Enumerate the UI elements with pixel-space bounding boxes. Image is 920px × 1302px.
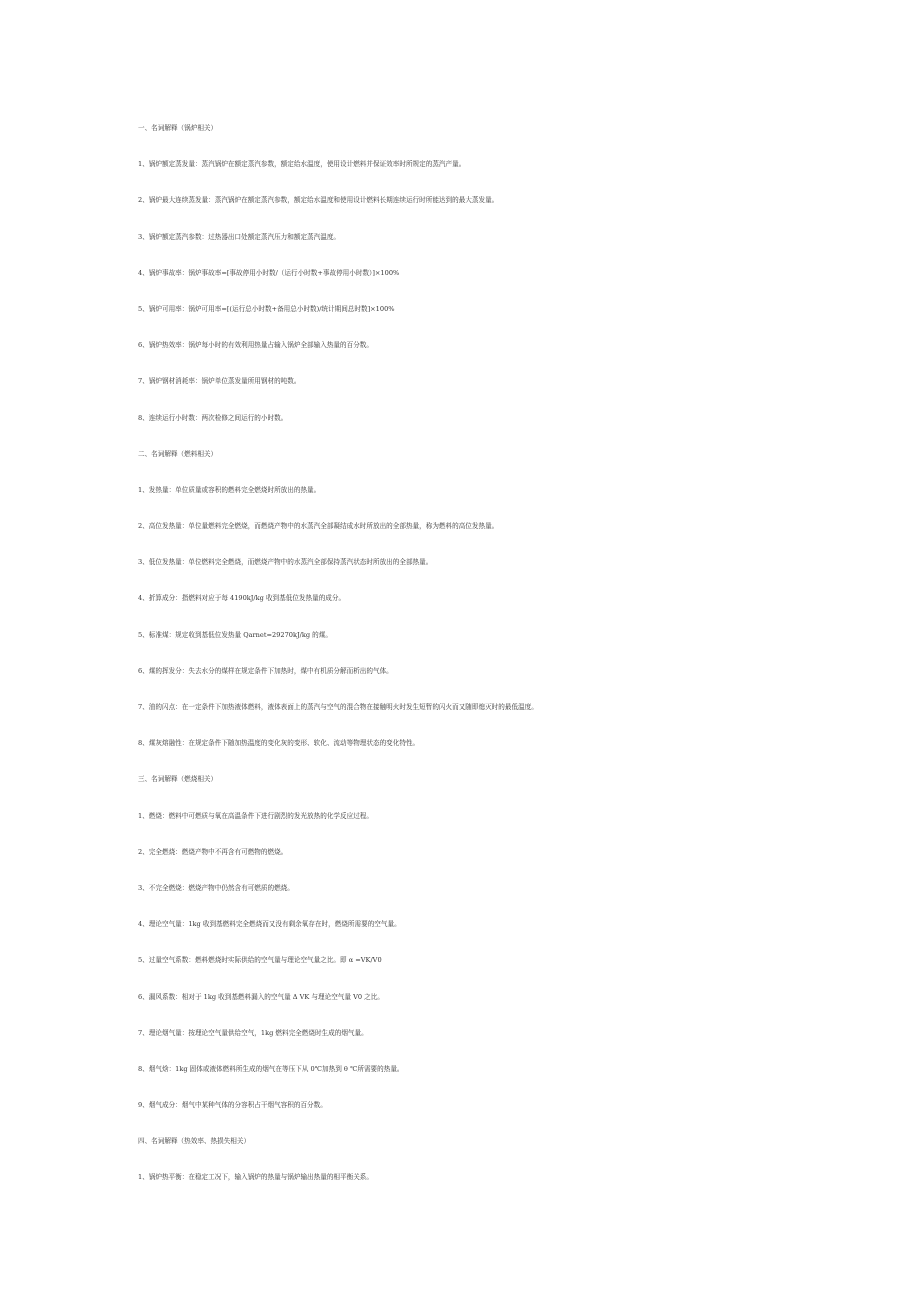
paragraph: 7、油的闪点：在一定条件下加热液体燃料，液体表面上的蒸汽与空气的混合物在接触明火时发生短暂的闪火而又随即熄灭时的最低温度。 bbox=[138, 703, 538, 711]
section-heading-boiler: 一、名词解释（锅炉相关） bbox=[138, 124, 218, 132]
paragraph: 5、标准煤：规定收到基低位发热量 Qarnet=29270kJ/kg 的煤。 bbox=[138, 630, 332, 639]
paragraph: 4、折算成分：指燃料对应于每 4190kJ/kg 收到基低位发热量的成分。 bbox=[138, 594, 346, 603]
section-heading-efficiency: 四、名词解释（热效率、热损失相关） bbox=[138, 1137, 251, 1146]
section-heading-fuel: 二、名词解释（燃料相关） bbox=[138, 449, 218, 458]
paragraph: 3、锅炉额定蒸汽参数：过热器出口处额定蒸汽压力和额定蒸汽温度。 bbox=[138, 232, 341, 241]
paragraph: 7、锅炉钢材消耗率：锅炉单位蒸发量所用钢材的吨数。 bbox=[138, 377, 301, 386]
paragraph: 2、高位发热量：单位量燃料完全燃烧，而燃烧产物中的水蒸汽全部凝结成水时所放出的全部热量，称为燃料的高位发热量。 bbox=[138, 522, 499, 531]
paragraph: 5、过量空气系数：燃料燃烧时实际供给的空气量与理论空气量之比。即 α =VK/V0 bbox=[138, 956, 382, 965]
paragraph: 1、燃烧：燃料中可燃质与氧在高温条件下进行剧烈的发光放热的化学反应过程。 bbox=[138, 811, 373, 820]
paragraph: 7、理论烟气量：按理论空气量供给空气，1kg 燃料完全燃烧时生成的烟气量。 bbox=[138, 1028, 368, 1037]
paragraph: 8、烟气焓：1kg 固体或液体燃料所生成的烟气在等压下从 0℃加热到 θ ℃所需要的热量。 bbox=[138, 1064, 404, 1073]
paragraph: 5、锅炉可用率：锅炉可用率=[(运行总小时数+备用总小时数)/统计期间总时数]×100% bbox=[138, 304, 395, 313]
paragraph: 1、锅炉额定蒸发量：蒸汽锅炉在额定蒸汽参数，额定给水温度，使用设计燃料并保证效率时所规定的蒸汽产量。 bbox=[138, 160, 466, 169]
paragraph: 8、连续运行小时数：两次检修之间运行的小时数。 bbox=[138, 413, 288, 422]
paragraph: 1、发热量：单位质量或容积的燃料完全燃烧时所放出的热量。 bbox=[138, 485, 321, 494]
paragraph: 9、烟气成分：烟气中某种气体的分容积占干烟气容积的百分数。 bbox=[138, 1101, 327, 1110]
paragraph: 3、不完全燃烧：燃烧产物中仍然含有可燃质的燃烧。 bbox=[138, 883, 294, 892]
paragraph: 6、漏风系数：相对于 1kg 收到基燃料漏入的空气量 Δ VK 与理论空气量 V0 之比。 bbox=[138, 992, 384, 1001]
paragraph: 6、锅炉热效率：锅炉每小时的有效利用热量占输入锅炉全部输入热量的百分数。 bbox=[138, 341, 373, 350]
paragraph: 6、煤的挥发分：失去水分的煤样在规定条件下加热时，煤中有机质分解而析出的气体。 bbox=[138, 666, 393, 675]
paragraph: 3、低位发热量：单位燃料完全燃烧，而燃烧产物中的水蒸汽全部保持蒸汽状态时所放出的全部热量。 bbox=[138, 558, 433, 567]
section-heading-combustion: 三、名词解释（燃烧相关） bbox=[138, 775, 218, 784]
paragraph: 2、锅炉最大连续蒸发量：蒸汽锅炉在额定蒸汽参数，额定给水温度和使用设计燃料长期连续运行时所能达到的最大蒸发量。 bbox=[138, 196, 499, 205]
paragraph: 8、煤灰熔融性：在规定条件下随加热温度的变化灰的变形、软化、流动等物理状态的变化特性。 bbox=[138, 739, 420, 748]
paragraph: 4、理论空气量：1kg 收到基燃料完全燃烧而又没有剩余氧存在时，燃烧所需要的空气量。 bbox=[138, 920, 401, 929]
paragraph: 2、完全燃烧：燃烧产物中不再含有可燃物的燃烧。 bbox=[138, 847, 288, 856]
document-body bbox=[138, 123, 838, 1209]
paragraph: 1、锅炉热平衡：在稳定工况下，输入锅炉的热量与锅炉输出热量的相平衡关系。 bbox=[138, 1173, 373, 1182]
paragraph: 4、锅炉事故率：锅炉事故率=[事故停用小时数/（运行小时数+事故停用小时数）]×100% bbox=[138, 268, 400, 277]
